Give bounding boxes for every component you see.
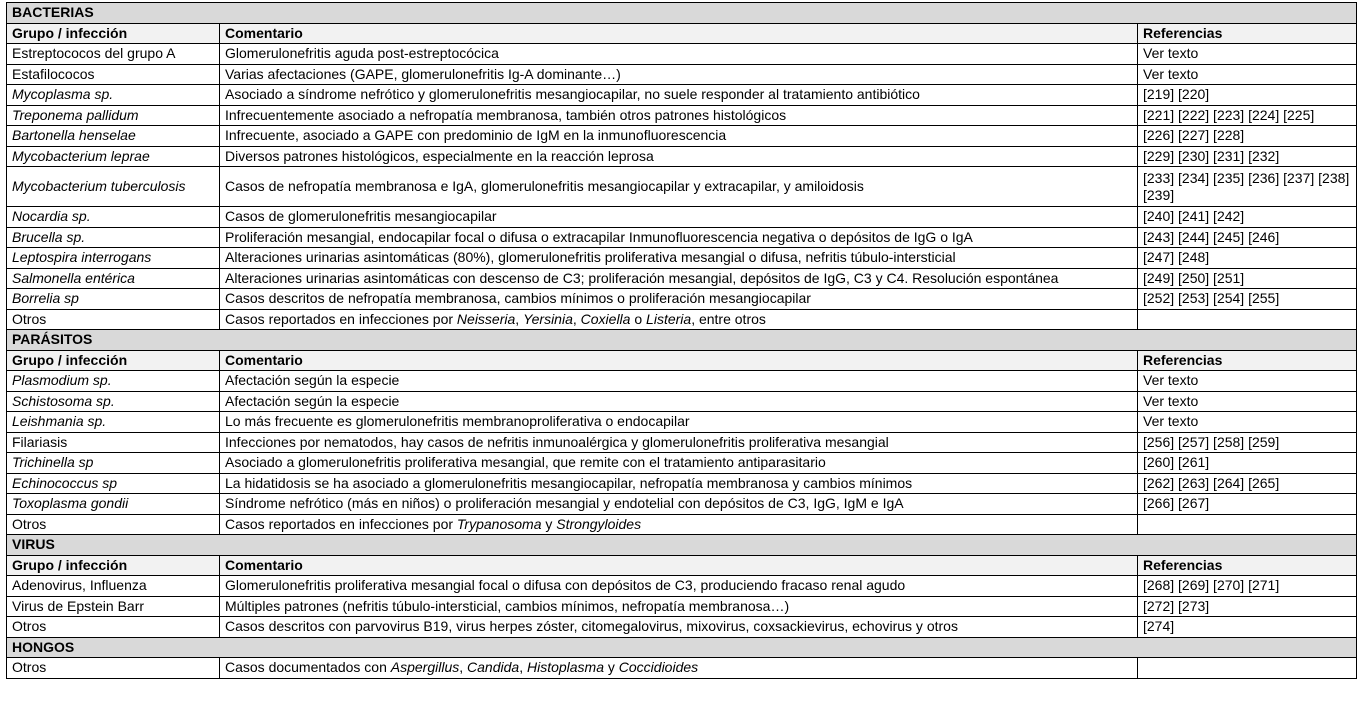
column-header-comment: Comentario: [220, 23, 1138, 44]
section-title: BACTERIAS: [7, 3, 1357, 24]
table-row: [7, 514, 1357, 535]
comment-fragment: ,: [459, 659, 468, 676]
table-body: [7, 3, 1357, 679]
comment-fragment: Coccidioides: [618, 659, 699, 676]
cell-group: Estafilococos: [7, 64, 220, 85]
column-header-refs: Referencias: [1138, 555, 1357, 576]
cell-refs: [243] [244] [245] [246]: [1138, 227, 1357, 248]
comment-fragment: y: [541, 515, 557, 532]
cell-group: Leishmania sp.: [7, 412, 220, 433]
cell-refs: [272] [273]: [1138, 596, 1357, 617]
column-header-row: [7, 23, 1357, 44]
cell-group: Echinococcus sp: [7, 473, 220, 494]
cell-comment: Infrecuentemente asociado a nefropatía membranosa, también otros patrones histológicos: [220, 105, 1138, 126]
cell-comment: Lo más frecuente es glomerulonefritis membranoproliferativa o endocapilar: [220, 412, 1138, 433]
cell-refs: [1138, 514, 1357, 535]
comment-fragment: ,: [572, 310, 581, 327]
cell-group: Otros: [7, 514, 220, 535]
cell-refs: [274]: [1138, 617, 1357, 638]
comment-fragment: y: [604, 659, 619, 676]
comment-fragment: ,: [519, 659, 527, 676]
table-row: [7, 576, 1357, 597]
table-row: [7, 268, 1357, 289]
table-row: [7, 494, 1357, 515]
table-row: [7, 207, 1357, 228]
table-row: [7, 105, 1357, 126]
cell-refs: [229] [230] [231] [232]: [1138, 146, 1357, 167]
section-row: [7, 637, 1357, 658]
table-row: [7, 473, 1357, 494]
table-row: [7, 309, 1357, 330]
table-row: [7, 658, 1357, 679]
cell-group: Filariasis: [7, 432, 220, 453]
cell-comment: [220, 514, 1138, 535]
cell-refs: [262] [263] [264] [265]: [1138, 473, 1357, 494]
comment-fragment: Casos reportados en infecciones por: [225, 310, 457, 327]
table-row: [7, 85, 1357, 106]
cell-refs: Ver texto: [1138, 371, 1357, 392]
cell-group: Trichinella sp: [7, 453, 220, 474]
cell-comment: Glomerulonefritis aguda post-estreptocócica: [220, 44, 1138, 65]
cell-refs: [1138, 309, 1357, 330]
comment-fragment: Listeria: [646, 310, 692, 327]
section-row: [7, 535, 1357, 556]
cell-comment: Varias afectaciones (GAPE, glomerulonefritis Ig-A dominante…): [220, 64, 1138, 85]
cell-comment: Síndrome nefrótico (más en niños) o proliferación mesangial y endotelial con depósitos de C3, IgG, IgM e IgA: [220, 494, 1138, 515]
cell-refs: [249] [250] [251]: [1138, 268, 1357, 289]
cell-group: Adenovirus, Influenza: [7, 576, 220, 597]
cell-group: Otros: [7, 617, 220, 638]
table-row: [7, 453, 1357, 474]
cell-refs: [260] [261]: [1138, 453, 1357, 474]
cell-comment: Alteraciones urinarias asintomáticas (80%), glomerulonefritis proliferativa mesangial o difusa, nefritis túbulo-intersticial: [220, 248, 1138, 269]
table-row: [7, 371, 1357, 392]
column-header-refs: Referencias: [1138, 350, 1357, 371]
table-row: [7, 391, 1357, 412]
comment-fragment: Yersinia: [523, 310, 573, 327]
cell-refs: [240] [241] [242]: [1138, 207, 1357, 228]
cell-group: Treponema pallidum: [7, 105, 220, 126]
cell-group: Schistosoma sp.: [7, 391, 220, 412]
column-header-group: Grupo / infección: [7, 23, 220, 44]
column-header-row: [7, 350, 1357, 371]
section-title: HONGOS: [7, 637, 1357, 658]
cell-group: Mycobacterium leprae: [7, 146, 220, 167]
cell-comment: Diversos patrones histológicos, especialmente en la reacción leprosa: [220, 146, 1138, 167]
comment-fragment: Casos reportados en infecciones por: [225, 515, 457, 532]
table-row: [7, 227, 1357, 248]
section-title: VIRUS: [7, 535, 1357, 556]
column-header-comment: Comentario: [220, 350, 1138, 371]
cell-comment: Casos de glomerulonefritis mesangiocapilar: [220, 207, 1138, 228]
cell-comment: Casos descritos con parvovirus B19, virus herpes zóster, citomegalovirus, mixovirus, coxsackievirus, echovirus y otros: [220, 617, 1138, 638]
cell-group: Brucella sp.: [7, 227, 220, 248]
table-row: [7, 432, 1357, 453]
cell-group: Mycobacterium tuberculosis: [7, 167, 220, 207]
cell-refs: [256] [257] [258] [259]: [1138, 432, 1357, 453]
cell-refs: [266] [267]: [1138, 494, 1357, 515]
cell-comment: La hidatidosis se ha asociado a glomerulonefritis mesangiocapilar, nefropatía membranosa y cambios mínimos: [220, 473, 1138, 494]
cell-group: Otros: [7, 309, 220, 330]
cell-refs: Ver texto: [1138, 391, 1357, 412]
cell-comment: Asociado a síndrome nefrótico y glomerulonefritis mesangiocapilar, no suele responder al tratamiento antibiótico: [220, 85, 1138, 106]
cell-group: Leptospira interrogans: [7, 248, 220, 269]
table-row: [7, 167, 1357, 207]
cell-comment: Alteraciones urinarias asintomáticas con descenso de C3; proliferación mesangial, depósitos de IgG, C3 y C4. Resolución espontánea: [220, 268, 1138, 289]
table-row: [7, 289, 1357, 310]
cell-refs: Ver texto: [1138, 64, 1357, 85]
cell-refs: [247] [248]: [1138, 248, 1357, 269]
column-header-comment: Comentario: [220, 555, 1138, 576]
comment-fragment: , entre otros: [691, 310, 766, 327]
cell-group: Otros: [7, 658, 220, 679]
cell-comment: [220, 309, 1138, 330]
comment-fragment: Aspergillus: [390, 659, 460, 676]
cell-group: Estreptococos del grupo A: [7, 44, 220, 65]
cell-comment: [220, 658, 1138, 679]
cell-refs: [233] [234] [235] [236] [237] [238] [239]: [1138, 167, 1357, 207]
infection-glomerulonephritis-table: [6, 2, 1357, 679]
comment-fragment: Strongyloides: [556, 515, 642, 532]
cell-comment: Asociado a glomerulonefritis proliferativa mesangial, que remite con el tratamiento antiparasitario: [220, 453, 1138, 474]
cell-comment: Infecciones por nematodos, hay casos de nefritis inmunoalérgica y glomerulonefritis proliferativa mesangial: [220, 432, 1138, 453]
column-header-refs: Referencias: [1138, 23, 1357, 44]
cell-group: Salmonella entérica: [7, 268, 220, 289]
cell-comment: Glomerulonefritis proliferativa mesangial focal o difusa con depósitos de C3, produciendo fracaso renal agudo: [220, 576, 1138, 597]
cell-refs: [1138, 658, 1357, 679]
cell-refs: [221] [222] [223] [224] [225]: [1138, 105, 1357, 126]
comment-fragment: Coxiella: [580, 310, 631, 327]
table-row: [7, 596, 1357, 617]
section-row: [7, 3, 1357, 24]
cell-group: Toxoplasma gondii: [7, 494, 220, 515]
cell-refs: Ver texto: [1138, 44, 1357, 65]
cell-group: Nocardia sp.: [7, 207, 220, 228]
cell-refs: [268] [269] [270] [271]: [1138, 576, 1357, 597]
cell-group: Borrelia sp: [7, 289, 220, 310]
cell-refs: Ver texto: [1138, 412, 1357, 433]
section-row: [7, 330, 1357, 351]
section-title: PARÁSITOS: [7, 330, 1357, 351]
comment-fragment: Histoplasma: [526, 659, 604, 676]
comment-fragment: Neisseria: [456, 310, 516, 327]
cell-comment: Afectación según la especie: [220, 371, 1138, 392]
comment-fragment: o: [630, 310, 647, 327]
comment-fragment: Trypanosoma: [456, 515, 542, 532]
table-row: [7, 412, 1357, 433]
table-row: [7, 44, 1357, 65]
cell-refs: [219] [220]: [1138, 85, 1357, 106]
column-header-group: Grupo / infección: [7, 555, 220, 576]
comment-fragment: Candida: [467, 659, 520, 676]
column-header-row: [7, 555, 1357, 576]
column-header-group: Grupo / infección: [7, 350, 220, 371]
table-row: [7, 248, 1357, 269]
cell-comment: Casos descritos de nefropatía membranosa, cambios mínimos o proliferación mesangiocapilar: [220, 289, 1138, 310]
cell-group: Virus de Epstein Barr: [7, 596, 220, 617]
cell-refs: [252] [253] [254] [255]: [1138, 289, 1357, 310]
table-row: [7, 617, 1357, 638]
cell-group: Plasmodium sp.: [7, 371, 220, 392]
comment-fragment: Casos documentados con: [225, 659, 391, 676]
cell-comment: Afectación según la especie: [220, 391, 1138, 412]
comment-fragment: ,: [515, 310, 524, 327]
cell-comment: Casos de nefropatía membranosa e IgA, glomerulonefritis mesangiocapilar y extracapilar, y amiloidosis: [220, 167, 1138, 207]
cell-comment: Infrecuente, asociado a GAPE con predominio de IgM en la inmunofluorescencia: [220, 126, 1138, 147]
cell-group: Mycoplasma sp.: [7, 85, 220, 106]
cell-comment: Proliferación mesangial, endocapilar focal o difusa o extracapilar Inmunofluorescencia negativa o depósitos de IgG o IgA: [220, 227, 1138, 248]
cell-group: Bartonella henselae: [7, 126, 220, 147]
table-row: [7, 126, 1357, 147]
table-row: [7, 64, 1357, 85]
cell-comment: Múltiples patrones (nefritis túbulo-intersticial, cambios mínimos, nefropatía membranosa…): [220, 596, 1138, 617]
table-row: [7, 146, 1357, 167]
cell-refs: [226] [227] [228]: [1138, 126, 1357, 147]
